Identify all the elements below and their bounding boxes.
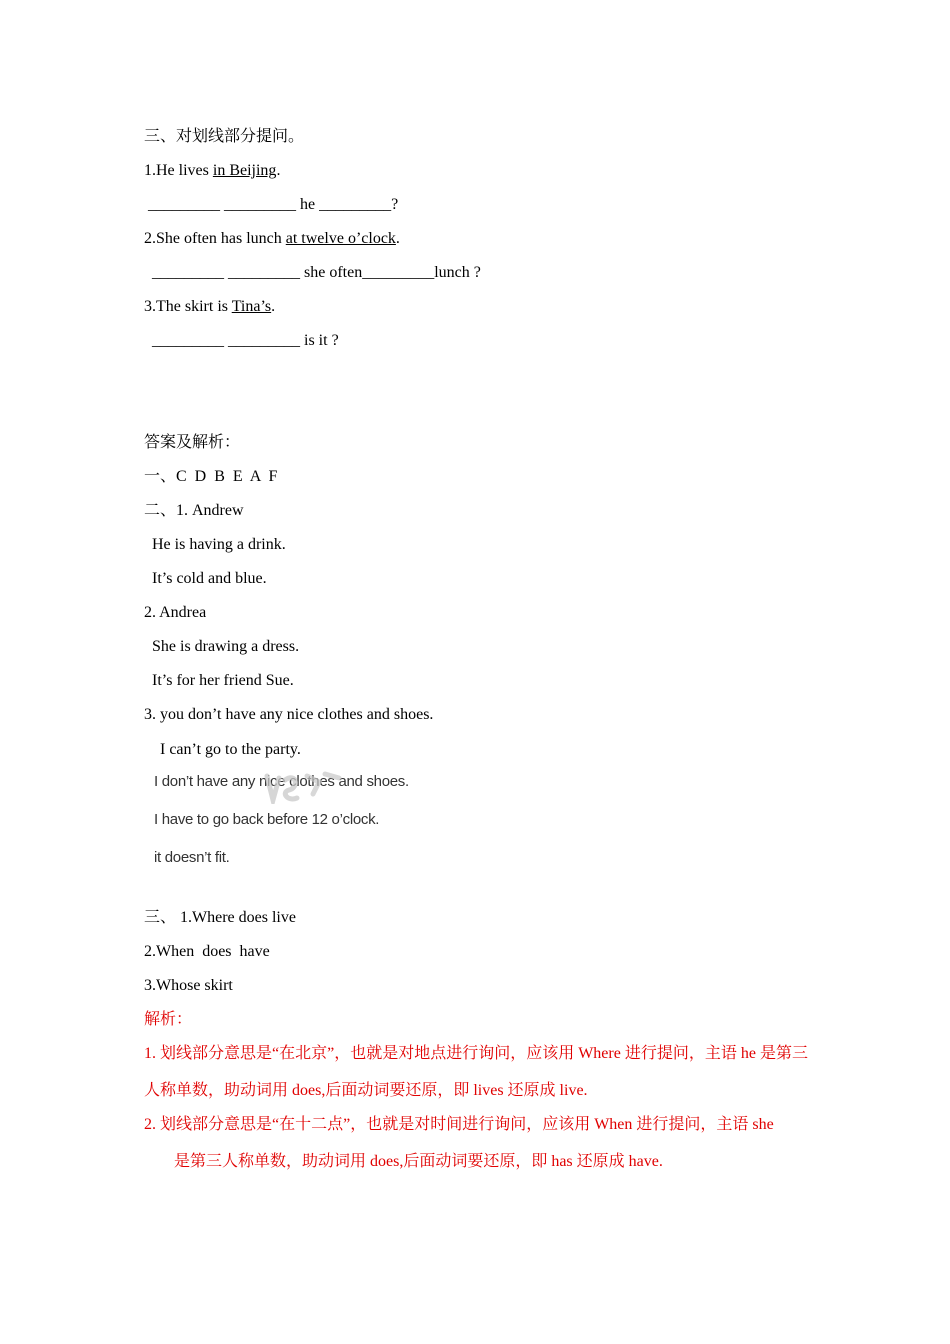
answer-part-3-2: 2.When does have [144, 943, 270, 960]
answer-line: It’s cold and blue. [152, 570, 267, 587]
analysis-paragraph-1: 1. 划线部分意思是“在北京”，也就是对地点进行询问，应该用 Where 进行提问，主语 he 是第三人称单数，助动词用 does,后面动词要还原，即 lives 还原成 live. [144, 1045, 808, 1099]
underlined-phrase: in Beijing [212, 162, 277, 179]
question-text: . [276, 162, 281, 179]
answer-part-2-3: 3. you don’t have any nice clothes and shoes. [144, 706, 434, 723]
blank-line-1: _________ _________ he _________? [148, 196, 399, 213]
watermark-logo [263, 770, 343, 804]
analysis-line: 是第三人称单数，助动词用 does,后面动词要还原，即 has 还原成 have. [174, 1153, 663, 1170]
question-text: 3.The skirt is [144, 298, 232, 315]
image-text-line: I have to go back before 12 o’clock. [154, 811, 380, 828]
answer-part-2-1: 二、1. Andrew [144, 502, 244, 519]
question-text: 1.He lives [144, 162, 213, 179]
answer-line: She is drawing a dress. [152, 638, 300, 655]
section-title: 三、对划线部分提问。 [144, 128, 305, 145]
answer-part-3-3: 3.Whose skirt [144, 977, 233, 994]
answer-line: I can’t go to the party. [160, 741, 301, 758]
answers-title: 答案及解析： [144, 434, 241, 451]
answer-part-3-1: 三、 1.Where does live [144, 909, 296, 926]
analysis-paragraph-2 [144, 1106, 810, 1180]
answer-line: He is having a drink. [152, 536, 286, 553]
underlined-phrase: Tina’s [231, 298, 272, 315]
answer-part-1: 一、C D B E A F [144, 468, 278, 485]
blank-line-3: _________ _________ is it ? [152, 332, 339, 349]
question-text: 2.She often has lunch [144, 230, 286, 247]
blank-line-2: _________ _________ she often_________lunch ? [152, 264, 481, 281]
image-text-line: it doesn’t fit. [154, 849, 230, 866]
analysis-title: 解析： [144, 1011, 193, 1028]
question-text: . [395, 230, 400, 247]
analysis-line: 2. 划线部分意思是“在十二点”，也就是对时间进行询问，应该用 When 进行提问，主语 she [144, 1116, 774, 1133]
underlined-phrase: at twelve o’clock [285, 230, 396, 247]
answer-part-2-2: 2. Andrea [144, 604, 207, 621]
question-text: . [271, 298, 276, 315]
image-text-line: I don’t have any nice clothes and shoes. [154, 773, 409, 790]
question-3 [144, 297, 275, 317]
question-2 [144, 229, 400, 249]
answer-line: It’s for her friend Sue. [152, 672, 294, 689]
question-1 [144, 161, 280, 181]
